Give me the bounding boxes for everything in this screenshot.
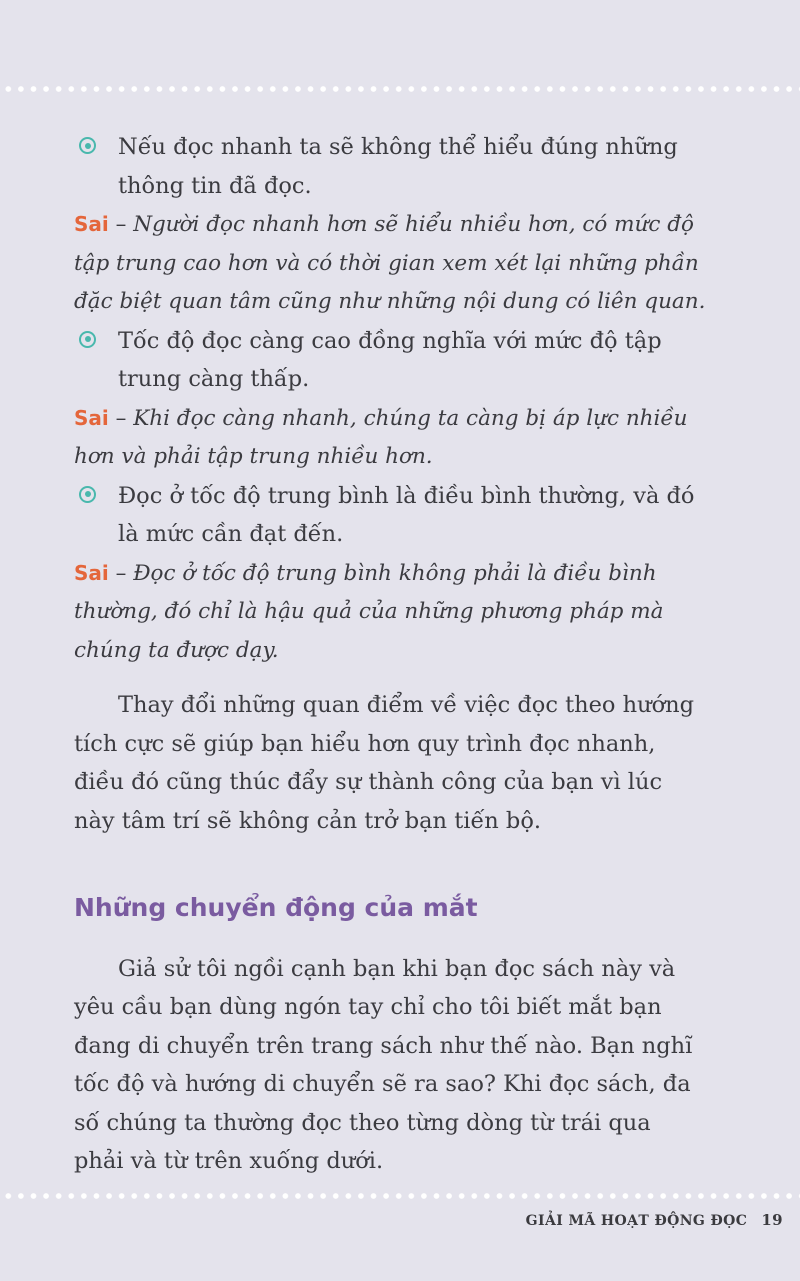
circled-dot-icon: [79, 331, 96, 348]
section-heading: Những chuyển động của mắt: [74, 893, 478, 922]
verdict-dash: –: [108, 212, 134, 237]
claim-3-statement: Đọc ở tốc độ trung bình là điều bình thường, và đó là mức cần đạt đến.: [118, 482, 695, 547]
page-body: [74, 128, 706, 1203]
claim-1-verdict: [74, 205, 706, 322]
page-number: 19: [761, 1211, 783, 1229]
verdict-text: Đọc ở tốc độ trung bình không phải là điều bình thường, đó chỉ là hậu quả của những phương pháp mà chúng ta được dạy.: [74, 560, 664, 663]
verdict-text: Khi đọc càng nhanh, chúng ta càng bị áp lực nhiều hơn và phải tập trung nhiều hơn.: [74, 405, 688, 469]
verdict-label: Sai: [74, 560, 109, 585]
body-paragraph-1: Thay đổi những quan điểm về việc đọc theo hướng tích cực sẽ giúp bạn hiểu hơn quy trình đọc nhanh, điều đó cũng thúc đẩy sự thành công của bạn vì lúc này tâm trí sẽ không cản trở bạn tiến bộ.: [74, 692, 695, 834]
verdict-label: Sai: [74, 405, 109, 430]
claim-1: [74, 128, 706, 205]
bottom-dotted-rule: [0, 1192, 800, 1200]
page-footer: [526, 1211, 783, 1229]
claim-3: [74, 477, 706, 554]
top-dotted-rule: [0, 85, 800, 93]
circled-dot-icon: [79, 137, 96, 154]
claim-3-verdict: [74, 554, 706, 671]
verdict-dash: –: [108, 405, 134, 431]
circled-dot-icon: [79, 486, 96, 503]
claim-2-statement: Tốc độ đọc càng cao đồng nghĩa với mức độ tập trung càng thấp.: [118, 327, 662, 392]
verdict-label: Sai: [74, 212, 109, 236]
verdict-dash: –: [108, 560, 134, 586]
claim-1-statement: Nếu đọc nhanh ta sẽ không thể hiểu đúng những thông tin đã đọc.: [118, 134, 678, 199]
running-title: GIẢI MÃ HOẠT ĐỘNG ĐỌC: [525, 1213, 748, 1229]
body-paragraph-2: Giả sử tôi ngồi cạnh bạn khi bạn đọc sách này và yêu cầu bạn dùng ngón tay chỉ cho tôi biết mắt bạn đang di chuyển trên trang sách như thế nào. Bạn nghĩ tốc độ và hướng di chuyển sẽ ra sao? Khi đọc sách, đa số chúng ta thường đọc theo từng dòng từ trái qua phải và từ trên xuống dưới.: [74, 955, 693, 1174]
claim-2-verdict: [74, 399, 706, 477]
verdict-text: Người đọc nhanh hơn sẽ hiểu nhiều hơn, có mức độ tập trung cao hơn và có thời gian xem xét lại những phần đặc biệt quan tâm cũng như những nội dung có liên quan.: [74, 212, 706, 314]
claim-2: [74, 322, 706, 399]
